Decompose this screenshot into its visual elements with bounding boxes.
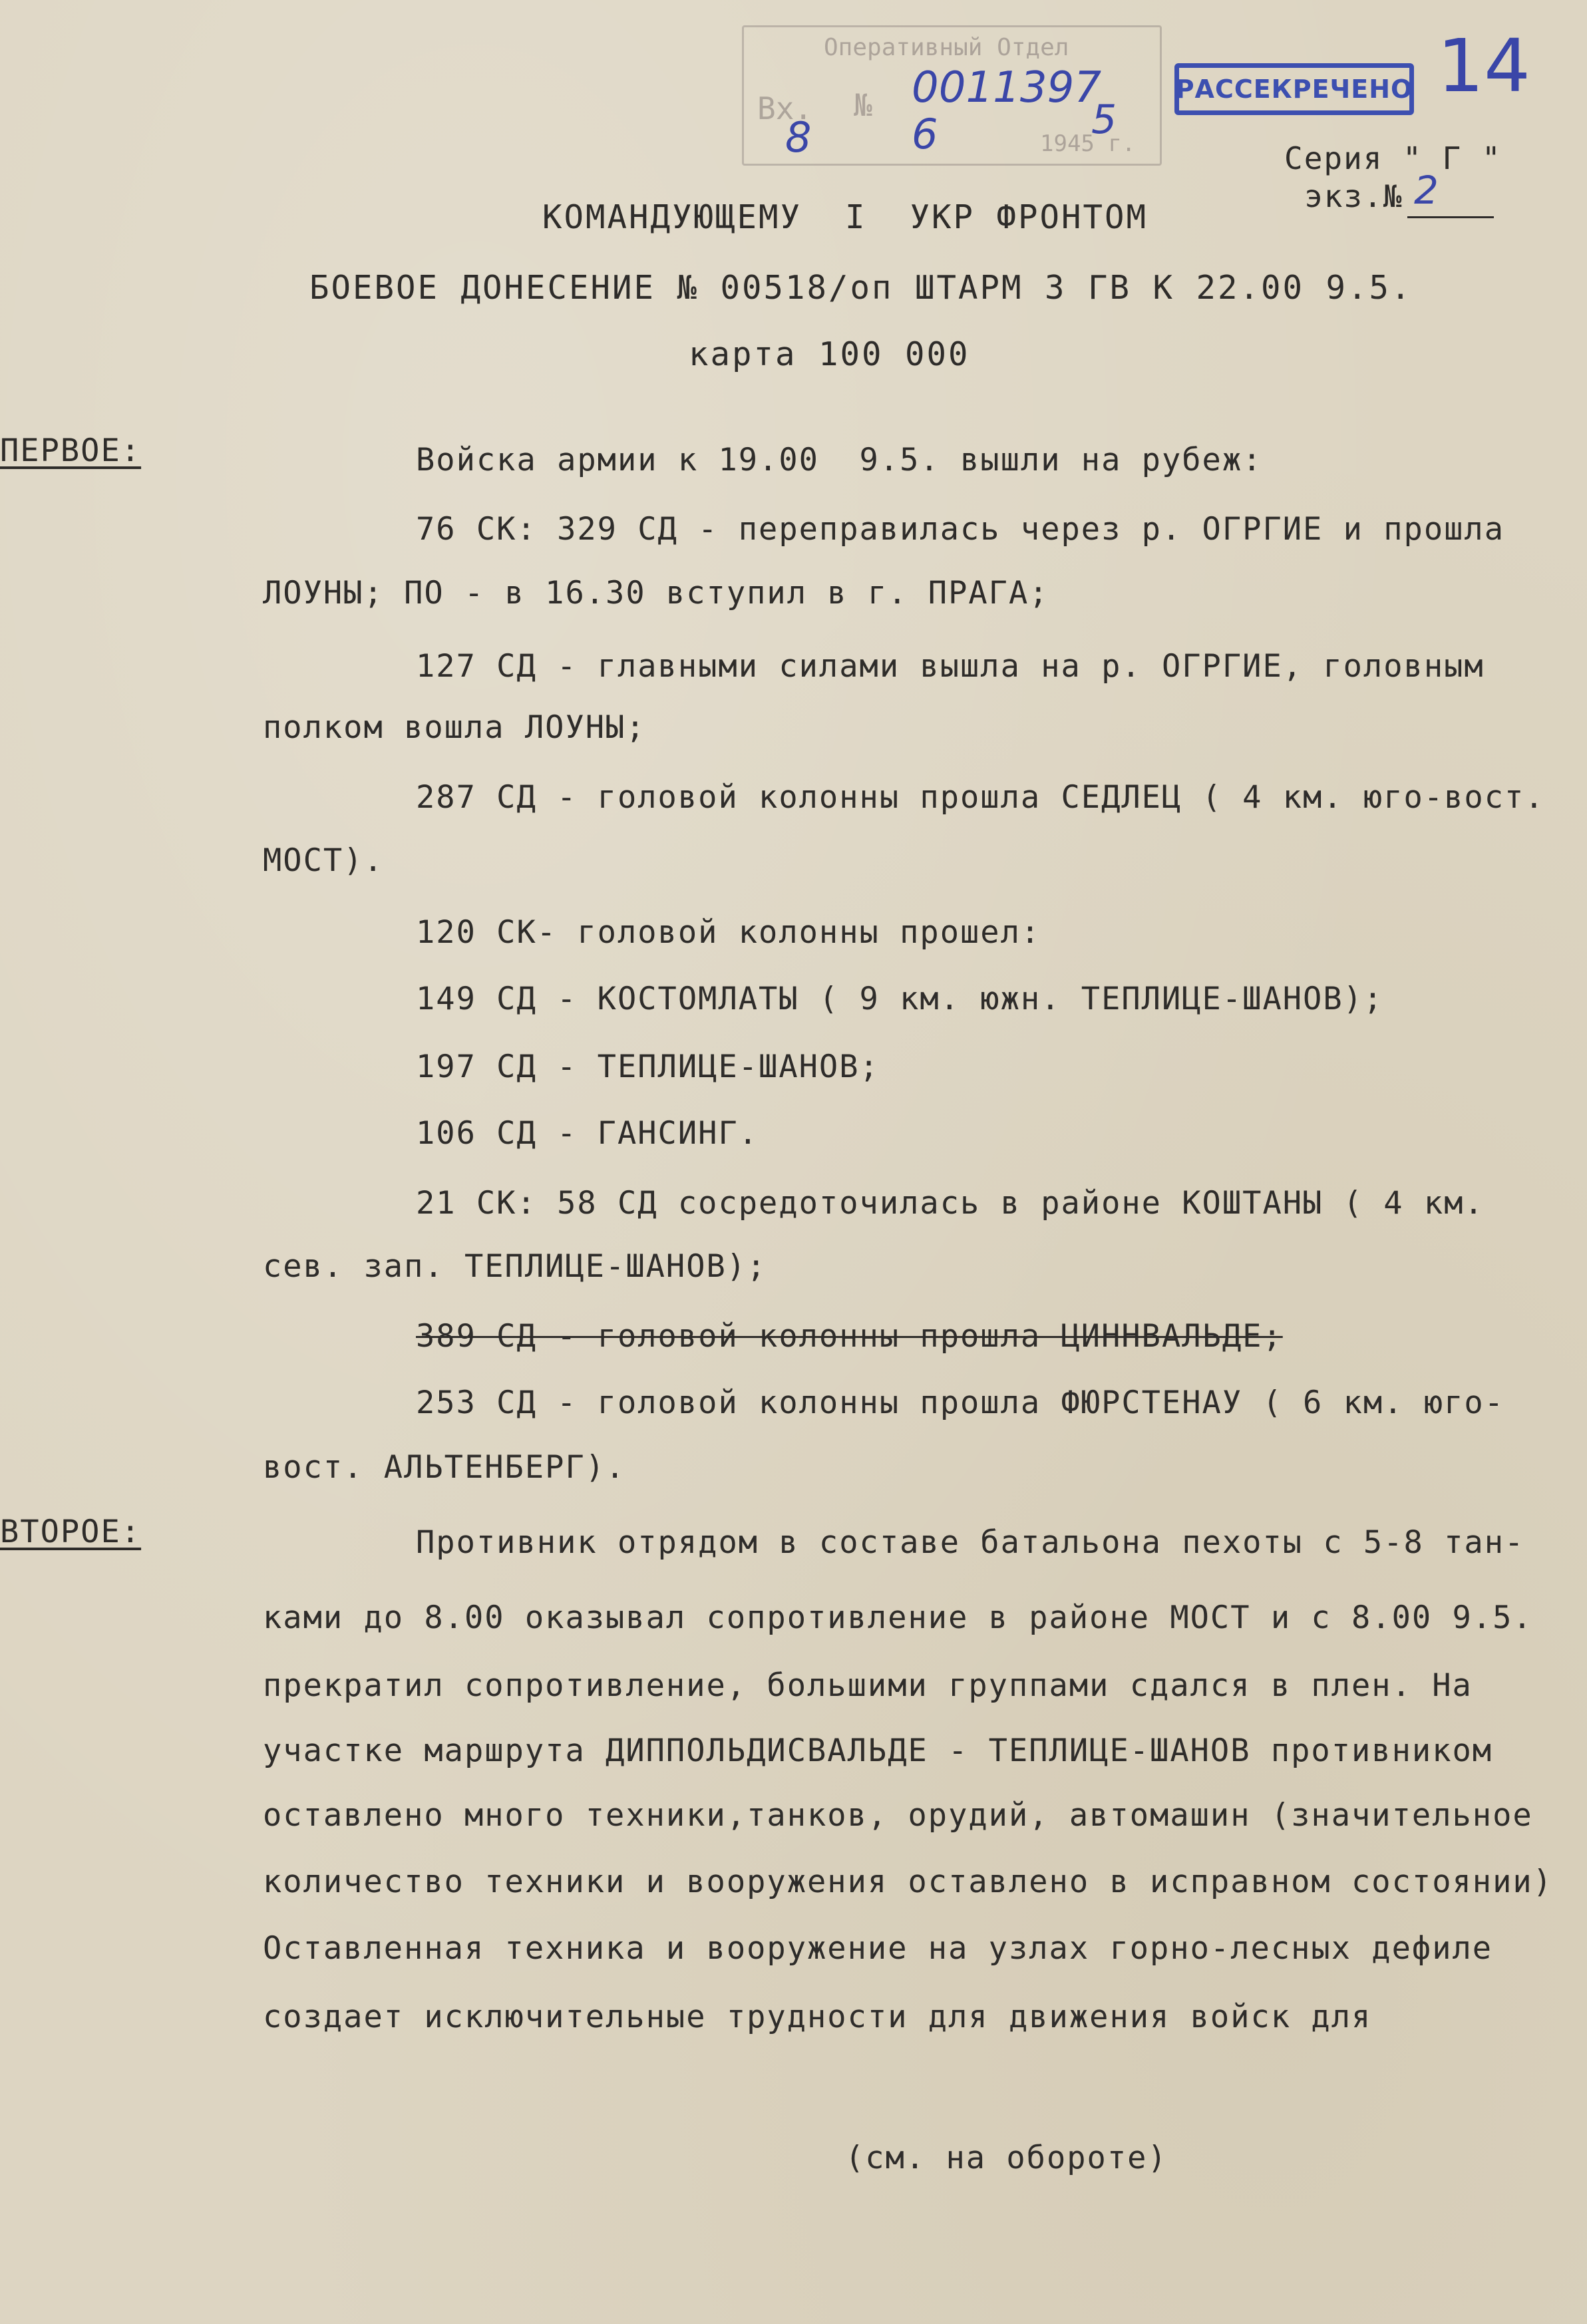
body-line: сев. зап. ТЕПЛИЦЕ-ШАНОВ); (263, 1248, 767, 1285)
page-number: 14 (1437, 23, 1530, 108)
body-line: ками до 8.00 оказывал сопротивление в районе МОСТ и с 8.00 9.5. (263, 1599, 1533, 1636)
body-line: 287 СД - головой колонны прошла СЕДЛЕЦ ( 4 км. юго-вост. (416, 779, 1545, 816)
body-line: 127 СД - главными силами вышла на р. ОГРГИЕ, головным (416, 648, 1485, 685)
body-line: оставлено много техники,танков, орудий, автомашин (значительное (263, 1797, 1533, 1834)
series-line: Серия " Г " (1284, 140, 1502, 176)
addressee: КОМАНДУЮЩЕМУ I УКР ФРОНТОМ (542, 198, 1148, 236)
body-line: 106 СД - ГАНСИНГ. (416, 1115, 759, 1152)
stamp-dept: Оперативный Отдел (824, 34, 1069, 61)
body-line: Оставленная техника и вооружение на узлах горно-лесных дефиле (263, 1930, 1493, 1967)
body-line: 76 СК: 329 СД - переправилась через р. ОГРГИЕ и прошла (416, 511, 1505, 548)
report-title: БОЕВОЕ ДОНЕСЕНИЕ № 00518/оп ШТАРМ 3 ГВ К 22.00 9.5. (309, 269, 1413, 307)
body-line: создает исключительные трудности для движения войск для (263, 1999, 1372, 2035)
declassified-stamp: РАССЕКРЕЧЕНО (1174, 63, 1414, 115)
body-line: 197 СД - ТЕПЛИЦЕ-ШАНОВ; (416, 1049, 880, 1085)
body-line: вост. АЛЬТЕНБЕРГ). (263, 1449, 626, 1486)
stamp-year: 1945 г. (1040, 130, 1136, 157)
body-line: МОСТ). (263, 842, 384, 879)
body-line: прекратил сопротивление, большими группами сдался в плен. На (263, 1667, 1473, 1704)
body-line: 21 СК: 58 СД сосредоточилась в районе КОШТАНЫ ( 4 км. (416, 1185, 1485, 1222)
section-first-label: ПЕРВОЕ: (0, 432, 142, 469)
body-line: 253 СД - головой колонны прошла ФЮРСТЕНАУ ( 6 км. юго- (416, 1385, 1505, 1421)
body-line: количество техники и вооружения оставлено в исправном состоянии) (263, 1864, 1553, 1900)
body-line: участке маршрута ДИППОЛЬДИСВАЛЬДЕ - ТЕПЛИЦЕ-ШАНОВ противником (263, 1733, 1493, 1769)
body-line: 149 СД - КОСТОМЛАТЫ ( 9 км. южн. ТЕПЛИЦЕ-ШАНОВ); (416, 981, 1384, 1017)
body-line: Войска армии к 19.00 9.5. вышли на рубеж: (416, 442, 1263, 478)
body-line: 120 СК- головой колонны прошел: (416, 914, 1041, 951)
footer-note: (см. на обороте) (845, 2140, 1168, 2176)
body-line: 389 СД - головой колонны прошла ЦИННВАЛЬДЕ; (416, 1318, 1283, 1355)
body-line: Противник отрядом в составе батальона пехоты с 5-8 тан- (416, 1524, 1525, 1561)
copy-value: 2 (1414, 168, 1439, 213)
body-line: полком вошла ЛОУНЫ; (263, 709, 646, 746)
map-scale: карта 100 000 (689, 335, 970, 373)
stamp-date-extra: 5 (1091, 96, 1117, 143)
copy-underline (1407, 216, 1494, 218)
stamp-date-month: 6 (912, 110, 938, 158)
stamp-no-label: № (854, 87, 872, 123)
stamp-date-day: 8 (785, 113, 812, 162)
body-line: ЛОУНЫ; ПО - в 16.30 вступил в г. ПРАГА; (263, 575, 1049, 611)
section-second-label: ВТОРОЕ: (0, 1514, 142, 1550)
stamp-number: 0011397 (912, 63, 1102, 112)
stamp-vx-label: Вх. (757, 90, 813, 126)
copy-label: экз.№ (1304, 178, 1403, 214)
